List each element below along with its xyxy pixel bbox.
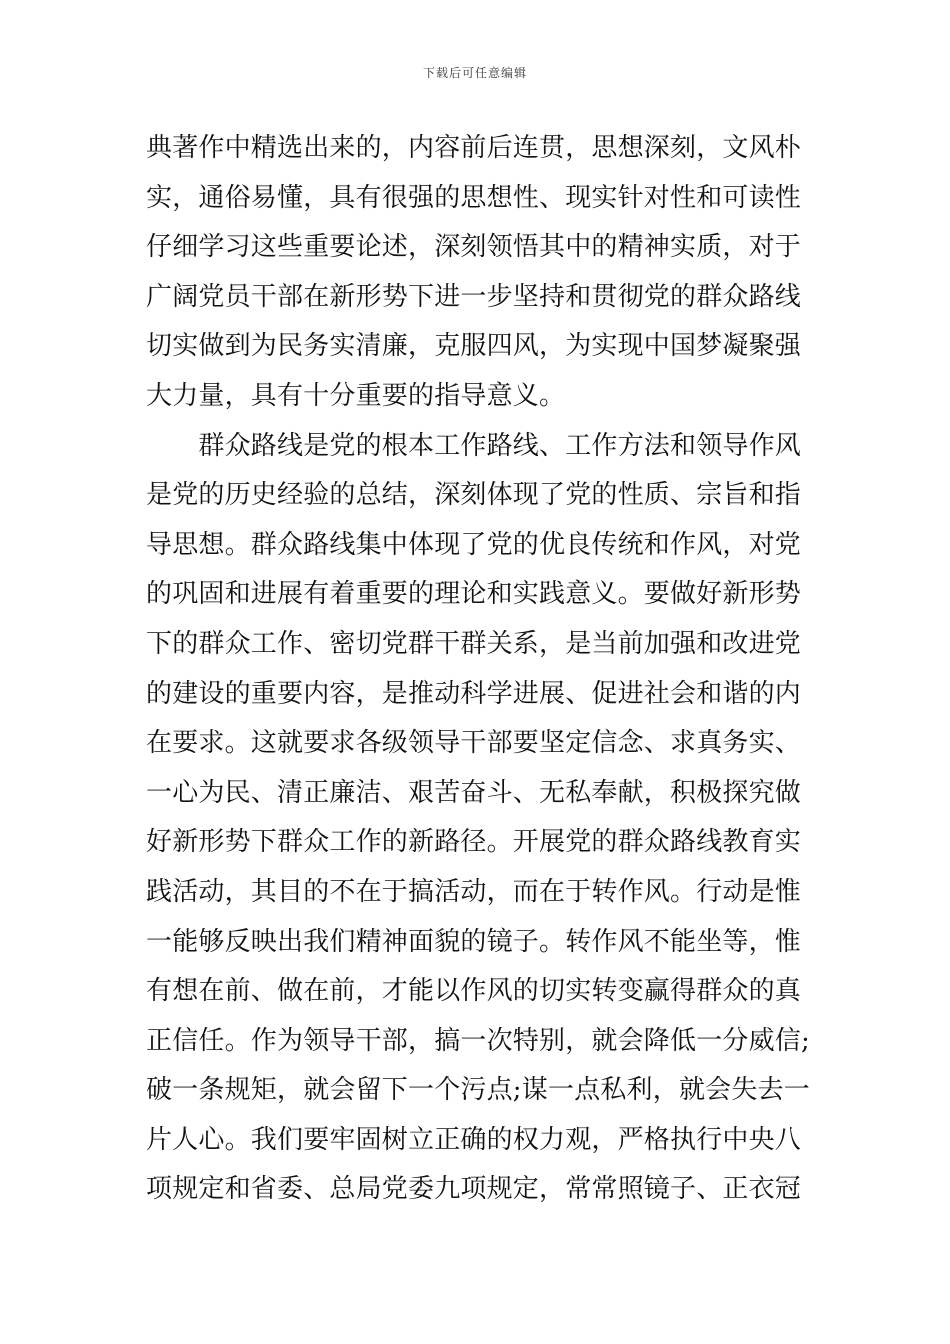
text-line: 下的群众工作、密切党群干群关系，是当前加强和改进党	[146, 628, 802, 659]
text-line: 在要求。这就要求各级领导干部要坚定信念、求真务实、	[146, 728, 802, 759]
text-line: 项规定和省委、总局党委九项规定，常常照镜子、正衣冠	[146, 1174, 802, 1205]
text-line: 广阔党员干部在新形势下进一步坚持和贯彻党的群众路线	[146, 281, 802, 312]
text-line: 典著作中精选出来的，内容前后连贯，思想深刻，文风朴	[146, 133, 802, 163]
text-line: 大力量，具有十分重要的指导意义。	[146, 380, 566, 411]
header-note: 下载后可任意编辑	[422, 66, 527, 80]
text-line: 一能够反映出我们精神面貌的镜子。转作风不能坐等，惟	[146, 926, 802, 957]
text-line: 的建设的重要内容，是推动科学进展、促进社会和谐的内	[146, 678, 802, 709]
text-line: 仔细学习这些重要论述，深刻领悟其中的精神实质，对于	[146, 232, 802, 263]
document-body	[146, 124, 816, 1215]
text-line: 的巩固和进展有着重要的理论和实践意义。要做好新形势	[146, 579, 802, 610]
text-line: 践活动，其目的不在于搞活动，而在于转作风。行动是惟	[146, 876, 802, 907]
text-line: 好新形势下群众工作的新路径。开展党的群众路线教育实	[146, 827, 802, 858]
text-line: 群众路线是党的根本工作路线、工作方法和领导作风	[146, 430, 802, 461]
text-line: 有想在前、做在前，才能以作风的切实转变赢得群众的真	[146, 976, 802, 1007]
text-line: 破一条规矩，就会留下一个污点;谋一点私利，就会失去一	[146, 1075, 810, 1106]
text-line: 一心为民、清正廉洁、艰苦奋斗、无私奉献，积极探究做	[146, 777, 802, 808]
text-line: 是党的历史经验的总结，深刻体现了党的性质、宗旨和指	[146, 480, 802, 511]
text-line: 实，通俗易懂，具有很强的思想性、现实针对性和可读性	[146, 182, 802, 213]
text-line: 正信任。作为领导干部，搞一次特别，就会降低一分威信;	[146, 1025, 810, 1056]
text-line: 导思想。群众路线集中体现了党的优良传统和作风，对党	[146, 529, 802, 560]
text-line: 片人心。我们要牢固树立正确的权力观，严格执行中央八	[146, 1124, 802, 1155]
text-line: 切实做到为民务实清廉，克服四风，为实现中国梦凝聚强	[146, 331, 802, 362]
